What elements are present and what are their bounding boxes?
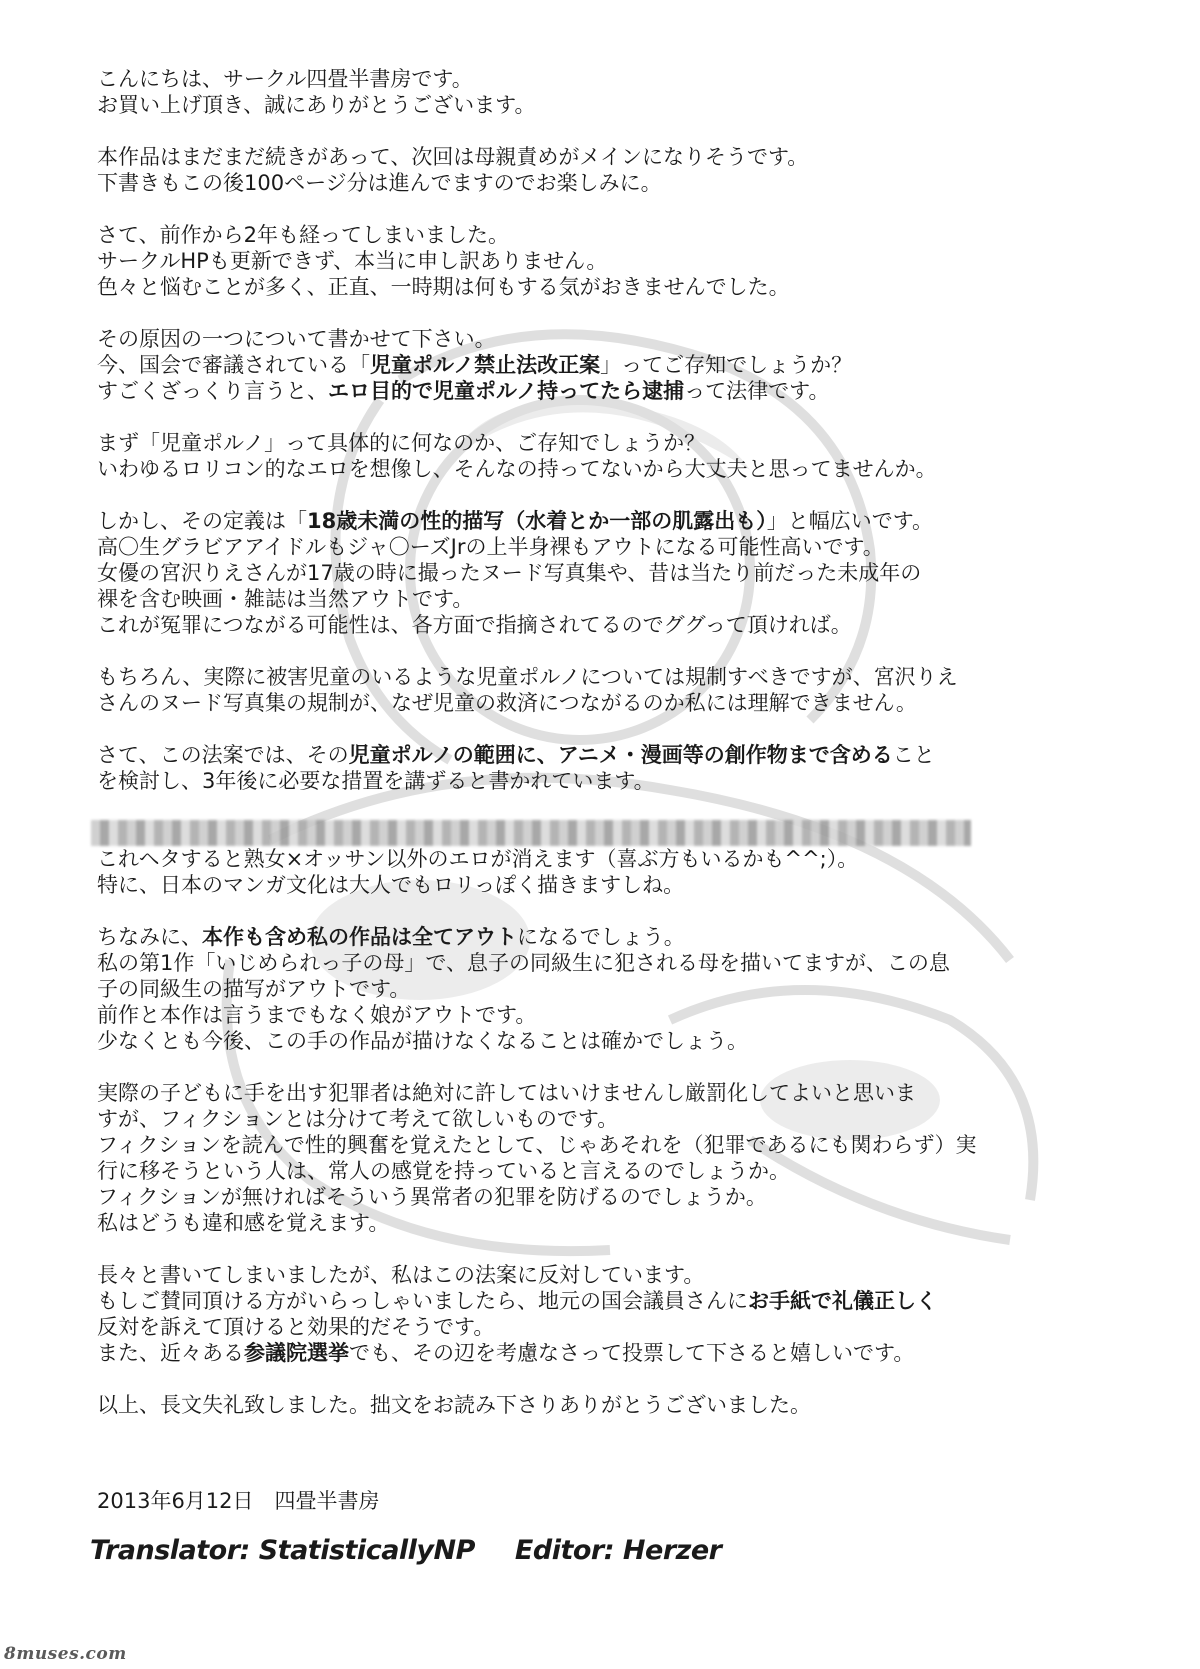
paragraph-definition xyxy=(97,508,1107,638)
text-line: サークルHPも更新できず、本当に申し訳ありません。 xyxy=(97,249,608,273)
text-line: 行に移そうという人は、常人の感覚を持っていると言えるのでしょうか。 xyxy=(97,1159,790,1183)
text-line: その原因の一つについて書かせて下さい。 xyxy=(97,327,496,351)
text-run: ちなみに、 xyxy=(97,925,202,949)
signature-date: 2013年6月12日 xyxy=(97,1489,254,1513)
censored-text-block xyxy=(91,820,971,846)
paragraph-apology xyxy=(97,222,1107,300)
text-line: フィクションが無ければそういう異常者の犯罪を防げるのでしょうか。 xyxy=(97,1185,767,1209)
text-run: もしご賛同頂ける方がいらっしゃいましたら、地元の国会議員さんに xyxy=(97,1289,748,1313)
text-line: これが冤罪につながる可能性は、各方面で指摘されてるのでググって頂ければ。 xyxy=(97,613,852,637)
bold-text: 児童ポルノの範囲に、アニメ・漫画等の創作物まで含める xyxy=(348,743,893,767)
signature-circle: 四畳半書房 xyxy=(274,1489,380,1513)
bold-text: 参議院選挙 xyxy=(244,1341,349,1365)
text-run: また、近々ある xyxy=(97,1341,244,1365)
bold-text: エロ目的で児童ポルノ持ってたら逮捕 xyxy=(328,379,685,403)
text-line xyxy=(97,508,1107,534)
text-run: 」ってご存知でしょうか？ xyxy=(600,353,853,377)
text-line: 私はどうも違和感を覚えます。 xyxy=(97,1211,390,1235)
text-line: いわゆるロリコン的なエロを想像し、そんなの持ってないから大丈夫と思ってませんか。 xyxy=(97,457,937,481)
text-line: 裸を含む映画・雑誌は当然アウトです。 xyxy=(97,587,474,611)
text-line: 以上、長文失礼致しました。拙文をお読み下さりありがとうございました。 xyxy=(97,1393,811,1417)
bold-text: 児童ポルノ禁止法改正案 xyxy=(370,353,601,377)
site-watermark: 8muses.com xyxy=(4,1644,127,1664)
text-run: 」と幅広いです。 xyxy=(766,509,934,533)
text-line: 高〇生グラビアアイドルもジャ〇ーズJrの上半身裸もアウトになる可能性高いです。 xyxy=(97,535,884,559)
text-line: もちろん、実際に被害児童のいるような児童ポルノについては規制すべきですが、宮沢りえ xyxy=(97,665,958,689)
text-run: しかし、その定義は「 xyxy=(97,509,307,533)
text-line xyxy=(97,378,1107,404)
text-line: 下書きもこの後100ページ分は進んでますのでお楽しみに。 xyxy=(97,171,662,195)
text-run: さて、この法案では、その xyxy=(97,743,349,767)
text-line: まず「児童ポルノ」って具体的に何なのか、ご存知でしょうか？ xyxy=(97,431,706,455)
letter-body xyxy=(97,66,1107,1444)
paragraph-continuation xyxy=(97,144,1107,196)
text-run: になるでしょう。 xyxy=(517,925,685,949)
text-line: お買い上げ頂き、誠にありがとうございます。 xyxy=(97,93,536,117)
paragraph-regulation xyxy=(97,664,1107,716)
text-line: 長々と書いてしまいましたが、私はこの法案に反対しています。 xyxy=(97,1263,705,1287)
text-line xyxy=(97,1288,1107,1314)
text-run: でも、その辺を考慮なさって投票して下さると嬉しいです。 xyxy=(349,1341,915,1365)
paragraph-greeting xyxy=(97,66,1107,118)
text-line: こんにちは、サークル四畳半書房です。 xyxy=(97,67,473,91)
translation-credits xyxy=(90,1535,721,1566)
text-line: 女優の宮沢りえさんが17歳の時に撮ったヌード写真集や、昔は当たり前だった未成年の xyxy=(97,561,922,585)
text-line: 実際の子どもに手を出す犯罪者は絶対に許してはいけませんし厳罰化してよいと思いま xyxy=(97,1081,916,1105)
bold-text: お手紙で礼儀正しく xyxy=(748,1289,937,1313)
paragraph-call-to-action xyxy=(97,1262,1107,1366)
paragraph-own-works xyxy=(97,924,1107,1054)
text-run: 今、国会で審議されている「 xyxy=(97,353,370,377)
text-run: こと xyxy=(892,743,935,767)
text-line: 反対を訴えて頂けると効果的だそうです。 xyxy=(97,1315,495,1339)
text-run: って法律です。 xyxy=(684,379,830,403)
paragraph-fiction xyxy=(97,1080,1107,1236)
text-line: フィクションを読んで性的興奮を覚えたとして、じゃあそれを（犯罪であるにも関わらず）実 xyxy=(97,1133,977,1157)
text-line xyxy=(97,352,1107,378)
text-line: これヘタすると熟女×オッサン以外のエロが消えます（喜ぶ方もいるかも^^;）。 xyxy=(97,847,859,871)
paragraph-law-intro xyxy=(97,326,1107,404)
text-run: すごくざっくり言うと、 xyxy=(97,379,328,403)
text-line xyxy=(97,1340,1107,1366)
text-line: 特に、日本のマンガ文化は大人でもロリっぽく描きますしね。 xyxy=(97,873,685,897)
text-line: 本作品はまだまだ続きがあって、次回は母親責めがメインになりそうです。 xyxy=(97,145,809,169)
text-line xyxy=(97,924,1107,950)
text-line: 少なくとも今後、この手の作品が描けなくなることは確かでしょう。 xyxy=(97,1029,748,1053)
text-line: 前作と本作は言うまでもなく娘がアウトです。 xyxy=(97,1003,537,1027)
text-line xyxy=(97,742,1107,768)
bold-text: 本作も含め私の作品は全てアウト xyxy=(202,925,517,949)
signature-line xyxy=(97,1488,380,1514)
text-line: を検討し、3年後に必要な措置を講ずると書かれています。 xyxy=(97,769,655,793)
translator-credit: Translator: StatisticallyNP xyxy=(90,1535,475,1566)
text-line: 子の同級生の描写がアウトです。 xyxy=(97,977,411,1001)
text-line: すが、フィクションとは分けて考えて欲しいものです。 xyxy=(97,1107,619,1131)
text-line: 私の第1作「いじめられっ子の母」で、息子の同級生に犯される母を描いてますが、この息 xyxy=(97,951,950,975)
text-line: さんのヌード写真集の規制が、なぜ児童の救済につながるのか私には理解できません。 xyxy=(97,691,917,715)
editor-credit: Editor: Herzer xyxy=(514,1535,722,1566)
text-line: さて、前作から2年も経ってしまいました。 xyxy=(97,223,509,247)
paragraph-definition-question xyxy=(97,430,1107,482)
text-line: 色々と悩むことが多く、正直、一時期は何もする気がおきませんでした。 xyxy=(97,275,790,299)
bold-text: 18歳未満の性的描写（水着とか一部の肌露出も） xyxy=(307,509,767,533)
paragraph-consequence xyxy=(97,820,1107,898)
signature-spacer xyxy=(254,1489,275,1513)
paragraph-scope xyxy=(97,742,1107,794)
paragraph-closing xyxy=(97,1392,1107,1418)
